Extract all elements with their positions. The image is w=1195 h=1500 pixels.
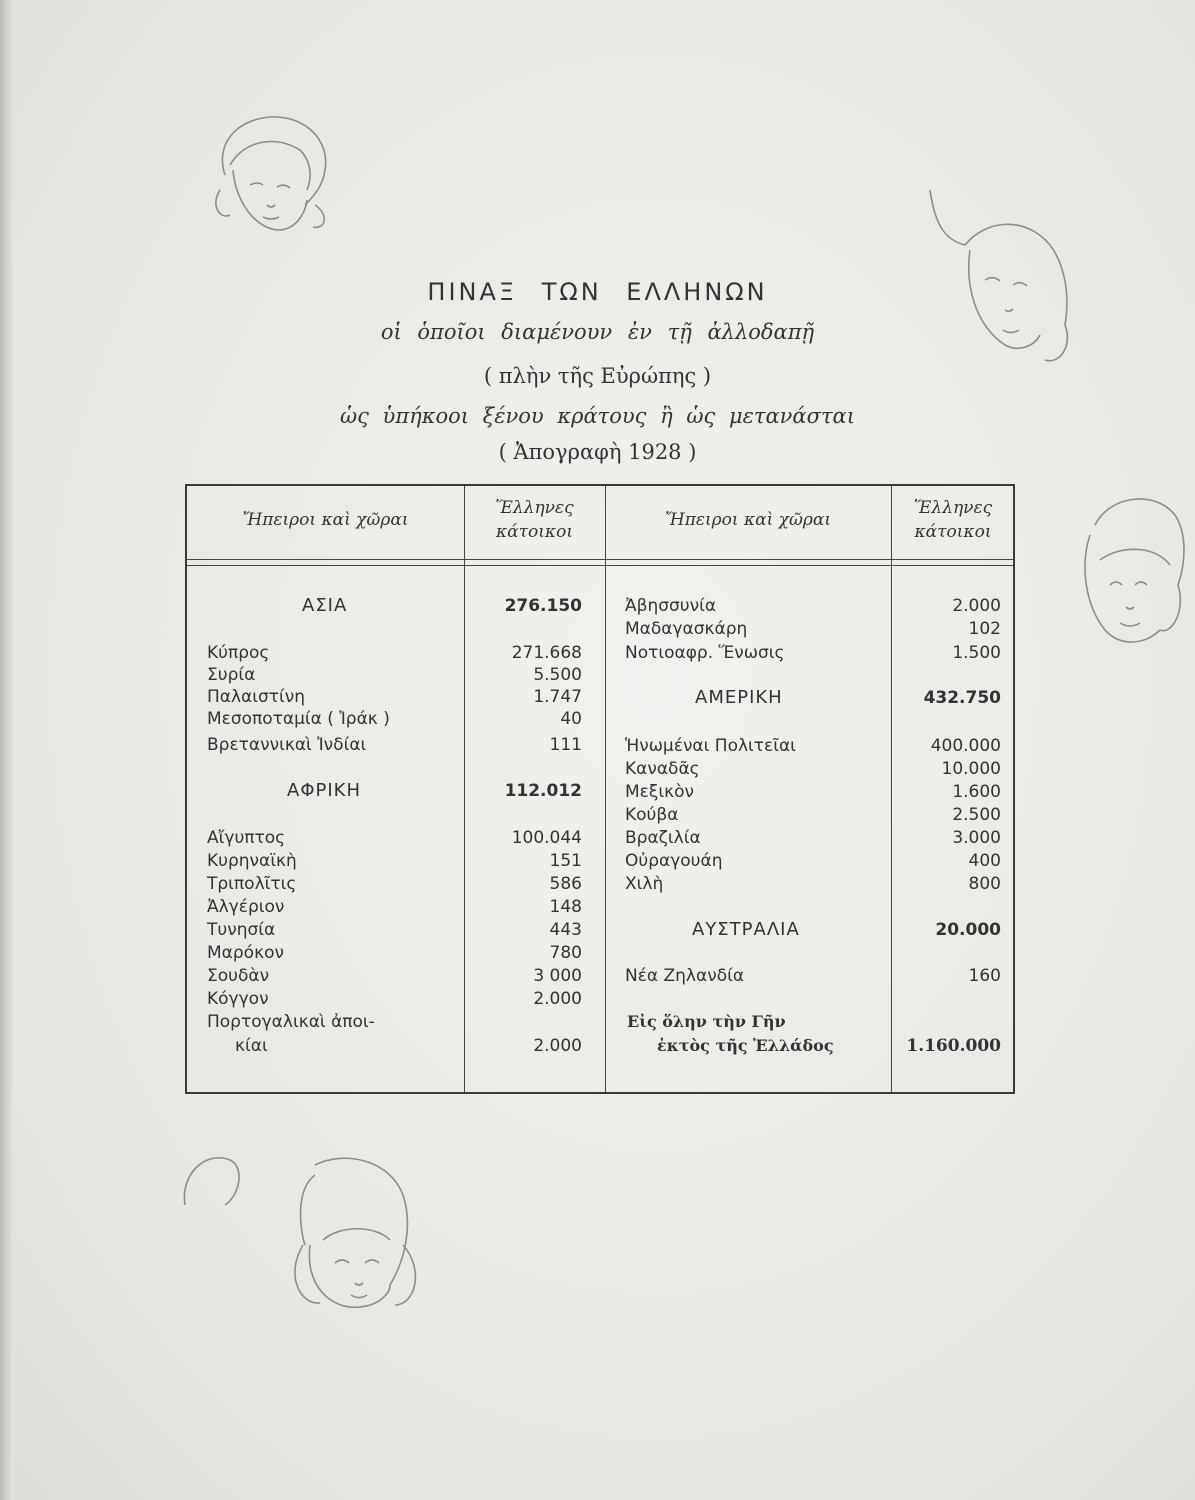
country-value: 160 (968, 966, 1001, 986)
book-spine-shadow (0, 0, 14, 1500)
country-name: Ἀβησσυνία (625, 596, 717, 616)
region-total: 432.750 (923, 688, 1001, 708)
country-value: 40 (560, 709, 582, 729)
country-name: Χιλὴ (625, 874, 664, 894)
country-name: Ἀλγέριον (207, 897, 285, 917)
country-name: Τυνησία (207, 920, 276, 940)
country-value: 2.000 (533, 989, 582, 1009)
country-value: 400.000 (930, 736, 1001, 756)
country-value: 102 (968, 619, 1001, 639)
face-sketch-top-left (195, 105, 345, 259)
country-name: Κόγγον (207, 989, 269, 1009)
page-title: ΠΙΝΑΞ ΤΩΝ ΕΛΛΗΝΩΝ (427, 278, 768, 306)
country-name: Συρία (207, 665, 256, 685)
total-label-line-1: Εἰς ὅλην τὴν Γῆν (627, 1012, 786, 1031)
face-sketch-bottom (175, 1145, 435, 1319)
country-value: 800 (968, 874, 1001, 894)
header-line: Ἕλληνες (913, 498, 993, 518)
country-value: 148 (549, 897, 582, 917)
column-divider (605, 486, 606, 1092)
country-value: 271.668 (511, 643, 582, 663)
country-name: Βραζιλία (625, 828, 701, 848)
region-total: 112.012 (504, 781, 582, 801)
country-name: Νέα Ζηλανδία (625, 966, 745, 986)
country-name: Κύπρος (207, 643, 270, 663)
country-value: 3 000 (533, 966, 582, 986)
country-value: 1.747 (533, 687, 582, 707)
country-name: Νοτιοαφρ. Ἕνωσις (625, 643, 785, 663)
country-name: Κυρηναϊκὴ (207, 851, 297, 871)
country-name: Μεξικὸν (625, 782, 695, 802)
country-name: Πορτογαλικαὶ ἀποι- (207, 1012, 375, 1032)
country-value: 1.500 (952, 643, 1001, 663)
country-name: Καναδᾶς (625, 759, 700, 779)
header-residents-left (464, 496, 605, 544)
header-divider (187, 559, 1013, 560)
country-value: 100.044 (511, 828, 582, 848)
country-name: Μαδαγασκάρη (625, 619, 748, 639)
country-name: Αἴγυπτος (207, 828, 286, 848)
country-value: 400 (968, 851, 1001, 871)
header-line: κάτοικοι (914, 522, 992, 542)
country-value: 151 (549, 851, 582, 871)
country-name: Μεσοποταμία ( Ἰράκ ) (207, 709, 390, 729)
country-value: 586 (549, 874, 582, 894)
region-name: ΑΜΕΡΙΚΗ (695, 687, 783, 708)
country-value: 2.500 (952, 805, 1001, 825)
region-name: ΑΣΙΑ (302, 595, 348, 616)
region-total: 276.150 (504, 596, 582, 616)
country-value: 780 (549, 943, 582, 963)
header-line: κάτοικοι (496, 522, 573, 542)
subtitle-line-3: ὡς ὑπήκοοι ξένου κράτους ἢ ὡς μετανάσται (340, 404, 855, 428)
country-name: Οὐραγουάη (625, 851, 723, 871)
country-value: 2.000 (952, 596, 1001, 616)
country-name: Βρεταννικαὶ Ἰνδίαι (207, 735, 367, 755)
country-value: 1.600 (952, 782, 1001, 802)
subtitle-line-1: οἱ ὁποῖοι διαμένουν ἐν τῇ ἀλλοδαπῇ (380, 320, 815, 344)
region-total: 20.000 (935, 920, 1001, 940)
region-name: ΑΦΡΙΚΗ (287, 780, 361, 801)
country-value: 2.000 (533, 1036, 582, 1056)
country-name: Κούβα (625, 805, 679, 825)
census-year-line: ( Ἀπογραφὴ 1928 ) (498, 440, 697, 464)
country-value: 10.000 (941, 759, 1001, 779)
country-name: Τριπολῖτις (207, 874, 297, 894)
subtitle-line-2: ( πλὴν τῆς Εὐρώπης ) (483, 364, 712, 388)
country-name-continued: κίαι (235, 1036, 268, 1056)
header-regions-left: Ἤπειροι καὶ χῶραι (242, 510, 409, 530)
face-sketch-right (1060, 485, 1190, 659)
country-value: 111 (549, 735, 582, 755)
country-name: Σουδὰν (207, 966, 270, 986)
grand-total-value: 1.160.000 (906, 1036, 1001, 1056)
country-name: Ἡνωμέναι Πολιτεῖαι (625, 736, 796, 756)
header-divider (187, 565, 1013, 566)
header-regions-right: Ἤπειροι καὶ χῶραι (665, 510, 831, 530)
country-value: 443 (549, 920, 582, 940)
population-table (185, 484, 1015, 1094)
header-residents-right (891, 496, 1015, 544)
country-name: Παλαιστίνη (207, 687, 306, 707)
total-label-line-2: ἐκτὸς τῆς Ἑλλάδος (657, 1036, 834, 1055)
country-value: 3.000 (952, 828, 1001, 848)
region-name: ΑΥΣΤΡΑΛΙΑ (692, 919, 800, 940)
country-value: 5.500 (533, 665, 582, 685)
header-line: Ἕλληνες (495, 498, 574, 518)
country-name: Μαρόκον (207, 943, 284, 963)
